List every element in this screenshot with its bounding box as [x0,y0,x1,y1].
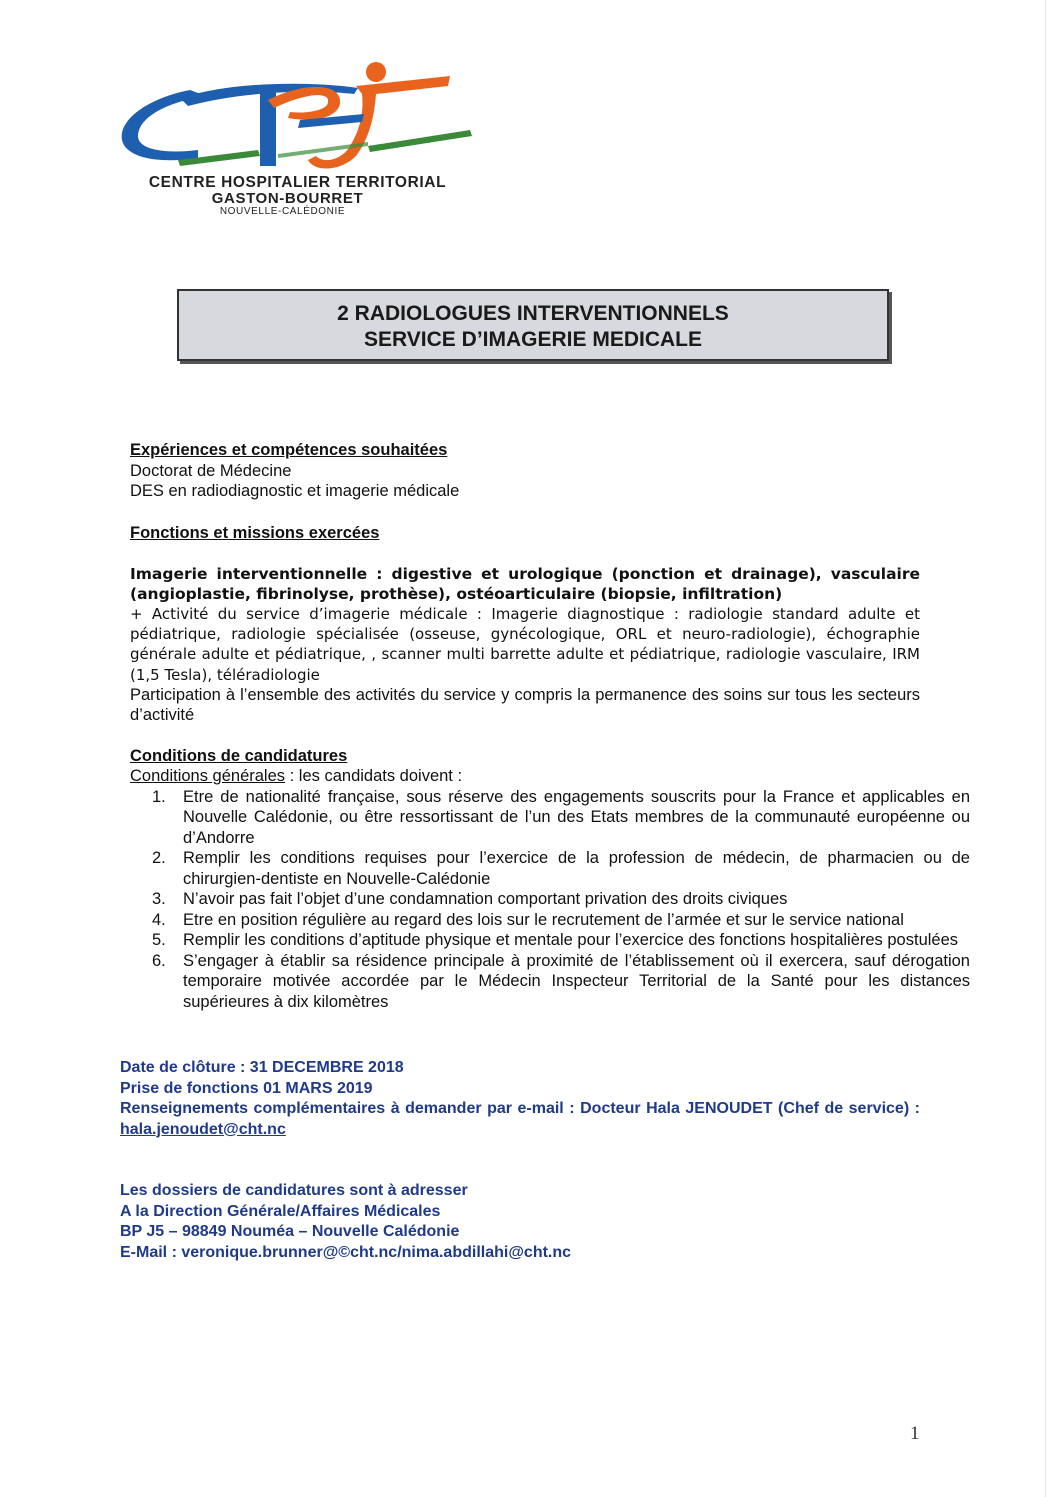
list-item [130,787,970,849]
list-item [130,848,970,889]
experience-item: DES en radiodiagnostic et imagerie médicale [130,482,460,500]
list-item [130,951,970,1013]
list-item [130,910,970,931]
list-item-number: 5. [152,931,166,950]
dates-block [120,1058,920,1140]
conditions-list [130,787,970,1013]
main-content [130,440,970,1012]
list-item-text: Etre de nationalité française, sous réserve des engagements souscrits pour la France et applicables en Nouvelle Calédonie, ou être ressortissant de l’un des Etats membres de la communauté européenne ou d’Andorre [183,787,970,847]
list-item-text: Remplir les conditions d’aptitude physique et mentale pour l’exercice des fonctions hospitalières postulées [183,931,959,950]
fonctions-heading: Fonctions et missions exercées [130,523,380,542]
org-line-2: GASTON-BOURRET [211,190,364,207]
list-item-number: 2. [152,849,166,868]
list-item-text: Etre en position régulière au regard des lois sur le recrutement de l’armée et sur le service national [183,910,904,929]
activity-text: + Activité du service d’imagerie médicale : Imagerie diagnostique : radiologie standard adulte et pédiatrique, radiologie spécialisée (osseuse, gynécologique, ORL et neuro-radiologie), échographie générale adulte et pédiatrique, , scanner multi barrette adulte et pédiatrique, radiologie vasculaire, IRM (1,5 Tesla), téléradiologie [130,605,920,684]
list-item-number: 1. [152,787,166,806]
closing-date: Date de clôture : 31 DECEMBRE 2018 [120,1059,404,1076]
address-line: Les dossiers de candidatures sont à adresser [120,1182,468,1199]
conditions-sub-rest: : les candidats doivent : [285,767,463,786]
list-item-number: 3. [152,890,166,909]
conditions-subheading [130,766,920,787]
job-title-line-2: SERVICE D’IMAGERIE MEDICALE [364,328,702,351]
conditions-sub-label: Conditions générales [130,767,286,786]
list-item [130,930,970,951]
job-title-box [177,289,889,361]
list-item [130,889,970,910]
list-item-number: 4. [152,910,166,929]
list-item-text: Remplir les conditions requises pour l’exercice de la profession de médecin, de pharmacien ou de chirurgien-dentiste en Nouvelle-Calédonie [183,849,970,888]
start-date: Prise de fonctions 01 MARS 2019 [120,1079,373,1097]
conditions-heading: Conditions de candidatures [130,746,348,765]
contact-text: Renseignements complémentaires à demander par e-mail : Docteur Hala JENOUDET (Chef de service) : [120,1100,920,1117]
list-item-text: S’engager à établir sa résidence principale à proximité de l’établissement où il exercera, sauf dérogation temporaire motivée accordée par le Médecin Inspecteur Territorial de la Santé pour les distances supérieures à dix kilomètres [183,951,970,1011]
list-item-text: N’avoir pas fait l’objet d’une condamnation comportant privation des droits civiques [183,890,788,909]
address-block [120,1181,920,1263]
address-line: A la Direction Générale/Affaires Médicales [120,1202,441,1220]
job-title-line-1: 2 RADIOLOGUES INTERVENTIONNELS [337,302,729,325]
org-line-1: CENTRE HOSPITALIER TERRITORIAL [148,174,447,191]
experience-item: Doctorat de Médecine [130,461,292,480]
org-line-3: NOUVELLE-CALÉDONIE [219,206,346,217]
participation-text: Participation à l’ensemble des activités du service y compris la permanence des soins sur tous les secteurs d’activité [130,685,920,725]
experience-heading: Expériences et compétences souhaitées [130,441,448,459]
address-line: BP J5 – 98849 Nouméa – Nouvelle Calédonie [120,1223,460,1240]
page-number: 1 [910,1423,920,1444]
list-item-number: 6. [152,951,166,970]
contact-info [120,1099,920,1140]
address-email: E-Mail : veronique.brunner@©cht.nc/nima.abdillahi@cht.nc [120,1243,572,1261]
contact-email-link[interactable]: hala.jenoudet@cht.nc [120,1120,286,1138]
page-edge-line [1045,0,1046,1497]
interventional-imaging-text: Imagerie interventionnelle : digestive et urologique (ponction et drainage), vasculaire (angioplastie, fibrinolyse, prothèse), ostéoarticulaire (biopsie, infiltration) [130,565,920,603]
organization-name [120,175,475,218]
